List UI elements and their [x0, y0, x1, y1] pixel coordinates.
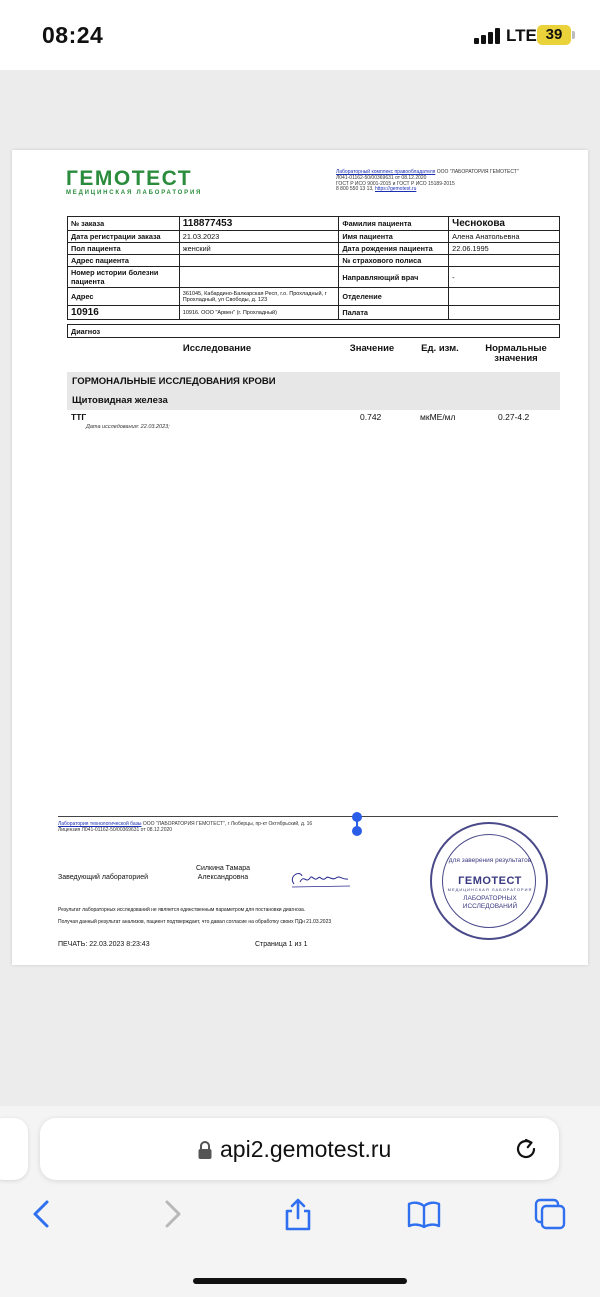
clock: 08:24	[42, 22, 104, 48]
order-value: 118877453	[179, 217, 339, 231]
status-bar	[0, 0, 600, 70]
address-label: Адрес	[68, 288, 180, 306]
dept-label: Отделение	[339, 288, 449, 306]
address-value: 361045, Кабардино-Балкарская Респ, г.о. Прохладный, г Прохладный, ул Свободы, д. 123	[179, 288, 339, 306]
policy-label: № страхового полиса	[339, 255, 449, 267]
col-unit: Ед. изм.	[421, 343, 459, 354]
footer-divider	[58, 816, 558, 817]
logo-sub: МЕДИЦИНСКАЯ ЛАБОРАТОРИЯ	[66, 190, 203, 196]
table-row	[68, 217, 560, 231]
sex-value: женский	[179, 243, 339, 255]
license-info	[336, 170, 566, 193]
name-label: Имя пациента	[339, 231, 449, 243]
stamp-inner-ring	[442, 834, 536, 928]
ward-value	[449, 306, 560, 320]
previous-tab-card[interactable]	[0, 1118, 28, 1180]
license-phone: 8 800 550 13 13,	[336, 186, 375, 193]
stamp-logo: ГЕМОТЕСТ	[458, 875, 522, 887]
history-label: Номер истории болезни пациента	[68, 267, 180, 288]
doctor-value: -	[449, 267, 560, 288]
network-type: LTE	[506, 26, 537, 45]
table-row	[68, 243, 560, 255]
page-number: Страница 1 из 1	[255, 941, 308, 948]
dept-value	[449, 288, 560, 306]
lab-stamp	[430, 822, 548, 940]
note-diagnosis: Результат лабораторных исследований не является единственным параметром для постановки диагноза.	[58, 907, 306, 913]
gemotest-logo	[66, 168, 202, 196]
reload-icon[interactable]	[512, 1135, 540, 1163]
address-bar[interactable]	[40, 1118, 559, 1180]
test-norm: 0.27-4.2	[498, 412, 530, 422]
test-date: Дата исследования: 22.03.2023;	[86, 424, 170, 430]
tabs-icon[interactable]	[532, 1196, 568, 1232]
license-gost: ГОСТ Р ИСО 9001-2015 и ГОСТ Р ИСО 15189-2015	[336, 180, 455, 187]
signature-image	[286, 866, 356, 892]
col-value: Значение	[349, 343, 395, 354]
section-thyroid: Щитовидная железа	[67, 392, 560, 410]
sex-label: Пол пациента	[68, 243, 180, 255]
lab-text: ООО "ЛАБОРАТОРИЯ ГЕМОТЕСТ", г Люберцы, пр-кт Октябрьский, д. 16	[141, 821, 313, 827]
code-value: 10916	[68, 306, 180, 320]
back-icon[interactable]	[24, 1196, 60, 1232]
url-text: api2.gemotest.ru	[220, 1136, 392, 1162]
bookmarks-icon[interactable]	[406, 1196, 442, 1232]
share-icon[interactable]	[280, 1196, 316, 1232]
test-name: ТТГ	[71, 412, 87, 422]
stamp-bottom-text: ЛАБОРАТОРНЫХ ИССЛЕДОВАНИЙ	[462, 895, 518, 910]
patient-address-value	[179, 255, 339, 267]
license-link[interactable]: Лабораторный комплекс правообладателя	[336, 169, 436, 175]
table-row	[68, 255, 560, 267]
table-row	[68, 267, 560, 288]
lock-icon	[197, 1140, 213, 1160]
order-label: № заказа	[68, 217, 180, 231]
ward-label: Палата	[339, 306, 449, 320]
note-consent: Получая данный результат анализов, пациент подтверждает, что давал согласие на обработку своих ПДн 21.03.2023	[58, 919, 332, 925]
doctor-label: Направляющий врач	[339, 267, 449, 288]
patient-address-label: Адрес пациента	[68, 255, 180, 267]
birth-value: 22.06.1995	[449, 243, 560, 255]
name-value: Алена Анатольевна	[449, 231, 560, 243]
lab-link[interactable]: Лаборатория технологической базы	[58, 821, 142, 827]
license-text: ООО "ЛАБОРАТОРИЯ ГЕМОТЕСТ"	[435, 169, 519, 175]
forward-icon[interactable]	[154, 1196, 190, 1232]
selection-handle-bottom[interactable]	[352, 826, 362, 836]
table-row	[68, 231, 560, 243]
reg-value: 21.03.2023	[179, 231, 339, 243]
surname-label: Фамилия пациента	[339, 217, 449, 231]
table-row	[68, 288, 560, 306]
reg-label: Дата регистрации заказа	[68, 231, 180, 243]
table-row	[68, 306, 560, 320]
license-number: Л041-01162-50/00369631 от 08.12.2020	[336, 174, 427, 181]
lab-license: Лицензия Л041-01162-50/00369631 от 08.12.2020	[58, 827, 173, 833]
lab-report-document	[12, 150, 588, 965]
stamp-top-text: для заверения результатов	[448, 857, 532, 864]
section-hormones: ГОРМОНАЛЬНЫЕ ИССЛЕДОВАНИЯ КРОВИ	[67, 372, 560, 392]
print-date: ПЕЧАТЬ: 22.03.2023 8:23:43	[58, 941, 150, 948]
history-value	[179, 267, 339, 288]
col-norm: Нормальные значения	[485, 343, 547, 364]
head-label: Заведующий лабораторией	[58, 874, 148, 881]
logo-main: ГЕМОТЕСТ	[66, 167, 193, 190]
code-text: 10916. ООО "Арвен" (г. Прохладный)	[179, 306, 339, 320]
policy-value	[449, 255, 560, 267]
head-name: Силкина Тамара Александровна	[195, 865, 251, 881]
patient-info-table	[67, 216, 560, 320]
diagnosis-row: Диагноз	[67, 324, 560, 338]
col-study: Исследование	[182, 343, 252, 354]
battery-tip	[572, 31, 575, 39]
footer-lab-info	[58, 821, 312, 833]
birth-label: Дата рождения пациента	[339, 243, 449, 255]
test-value: 0.742	[360, 412, 382, 422]
stamp-logo-sub: МЕДИЦИНСКАЯ ЛАБОРАТОРИЯ	[447, 887, 533, 892]
battery-icon: 39	[537, 25, 571, 45]
test-unit: мкМЕ/мл	[420, 412, 456, 422]
home-indicator[interactable]	[193, 1278, 407, 1284]
site-link[interactable]: https://gemotest.ru	[374, 186, 417, 193]
surname-value: Чеснокова	[449, 217, 560, 231]
signal-icon	[474, 28, 500, 44]
